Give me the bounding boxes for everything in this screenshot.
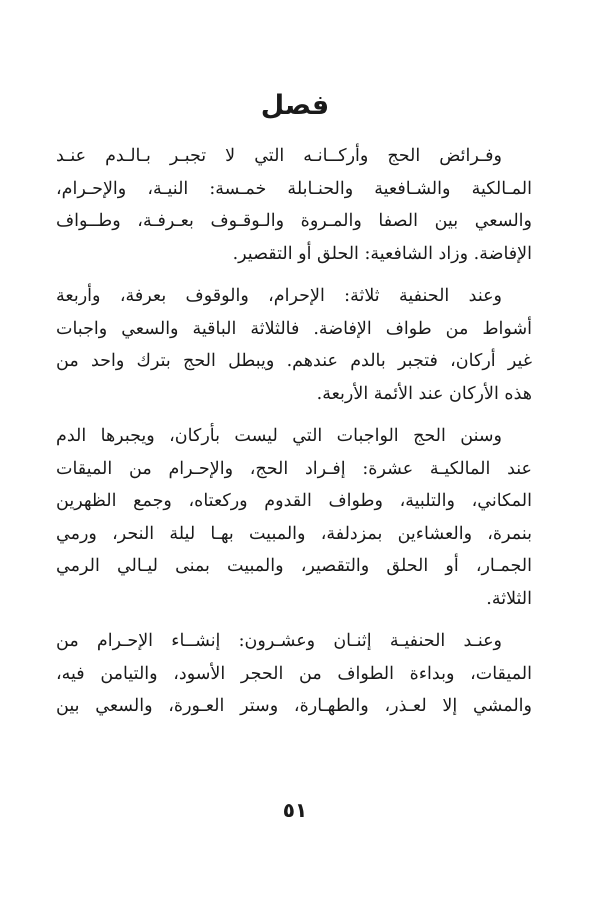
paragraph-2 — [56, 280, 532, 410]
paragraph-1 — [56, 140, 532, 270]
text-line: وفـرائض الحج وأركــانـه التي لا تجبـر بـالـدم عنـد — [56, 146, 502, 166]
text-line: الثلاثة. — [486, 588, 532, 609]
text-line: غير أركان، فتجبر بالدم عندهم. ويبطل الحج بترك واحد من — [56, 351, 532, 371]
text-line: وعند الحنفية ثلاثة: الإحرام، والوقوف بعرفة، وأربعة — [56, 286, 502, 306]
text-line: والمشي إلا لعـذر، والطهـارة، وستر العـورة، والسعي بين — [56, 696, 532, 716]
text-line: عند المالكيـة عشرة: إفـراد الحج، والإحـرام من الميقات — [56, 458, 532, 479]
text-line: بنمرة، والعشاءين بمزدلفة، والمبيت بهـا ليلة النحر، ورمي — [56, 523, 532, 544]
paragraph-4 — [56, 625, 532, 723]
paragraph-3 — [56, 420, 532, 615]
text-line: المـالكية والشـافعية والحنـابلة خمـسة: النيـة، والإحـرام، — [56, 178, 532, 199]
text-line: وعنـد الحنفيـة إثنـان وعشـرون: إنشــاء الإحـرام من — [56, 631, 502, 651]
text-line: هذه الأركان عند الأئمة الأربعة. — [316, 383, 532, 404]
section-title: فصل — [260, 90, 330, 121]
page-number: ٥١ — [282, 798, 308, 822]
text-line: والسعي بين الصفا والمـروة والـوقـوف بعـرفـة، وطــواف — [56, 211, 532, 231]
text-line: وسنن الحج الواجبات التي ليست بأركان، ويجبرها الدم — [56, 426, 502, 446]
text-line: الجمـار، أو الحلق والتقصير، والمبيت بمنى ليـالي الرمي — [56, 556, 532, 576]
text-line: أشواط من طواف الإفاضة. فالثلاثة الباقية والسعي واجبات — [56, 318, 532, 339]
text-line: الإفاضة. وزاد الشافعية: الحلق أو التقصير. — [232, 243, 532, 264]
text-line: الميقات، وبداءة الطواف من الحجر الأسود، والتيامن فيه، — [56, 663, 532, 684]
text-line: المكاني، والتلبية، وطواف القدوم وركعتاه، وجمع الظهرين — [56, 491, 532, 511]
body-text — [56, 140, 532, 733]
